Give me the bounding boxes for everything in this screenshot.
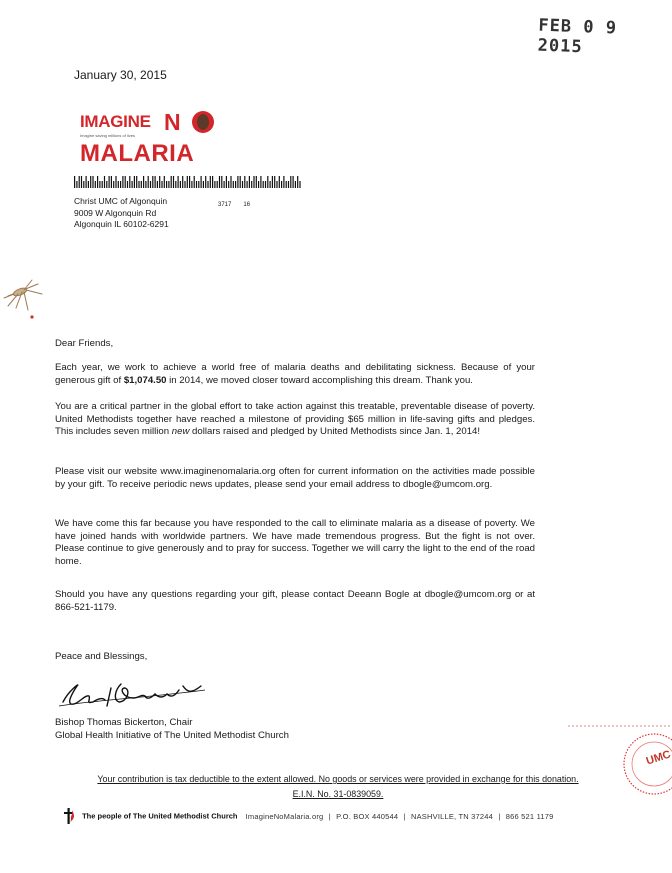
ein-number: E.I.N. No. 31-0839059.	[292, 789, 384, 799]
logo-o-child-icon	[192, 111, 214, 133]
recipient-name: Christ UMC of Algonquin	[74, 196, 168, 206]
paragraph-2-text-b: dollars raised and pledged by United Methodists since Jan. 1, 2014!	[189, 426, 481, 438]
paragraph-1-text-a: Each year, we work to achieve a world free of malaria deaths and debilitating sickness. Because of your generous gift of	[55, 362, 535, 386]
footer-contact-bar: The people of The United Methodist Church ImagineNoMalaria.org | P.O. BOX 440544 | NASHVILLE, TN 37244 | 866 521 1179	[62, 808, 622, 824]
footer-website: ImagineNoMalaria.org	[245, 811, 324, 821]
footer-phone: 866 521 1179	[505, 811, 554, 821]
handwritten-signature	[55, 676, 215, 710]
logo-malaria-text: MALARIA	[80, 140, 195, 167]
recipient-codes	[218, 202, 250, 208]
closing: Peace and Blessings,	[55, 651, 148, 662]
recipient-code-2: 16	[243, 202, 251, 208]
paragraph-2-emphasis: new	[171, 426, 190, 438]
paragraph-1	[55, 362, 535, 387]
signer-block	[55, 717, 535, 742]
gift-amount: $1,074.50	[123, 374, 167, 386]
paragraph-2	[55, 401, 535, 439]
footer-po-box: P.O. BOX 440544	[336, 811, 399, 821]
recipient-city: Algonquin IL 60102-6291	[74, 219, 169, 229]
received-date-stamp: FEB 0 9 2015	[537, 15, 618, 58]
mosquito-icon	[2, 278, 44, 320]
recipient-street: 9009 W Algonquin Rd	[74, 207, 157, 218]
paragraph-5: Should you have any questions regarding your gift, please contact Deeann Bogle at dbogle@umcom.org or at 866-521-1179.	[55, 589, 535, 613]
postal-barcode	[74, 176, 302, 188]
recipient-address	[74, 196, 169, 231]
footer-city: NASHVILLE, TN 37244	[410, 811, 494, 821]
signer-organization: Global Health Initiative of The United Methodist Church	[55, 729, 289, 741]
letter-date: January 30, 2015	[74, 68, 167, 82]
tax-deductible-note: Your contribution is tax deductible to the extent allowed. No goods or services were provided in exchange for this donation.	[97, 774, 579, 784]
seal-text: UMC	[644, 748, 672, 768]
logo-imagine-text: IMAGINE	[80, 112, 151, 131]
paragraph-4: We have come this far because you have responded to the call to eliminate malaria as a disease of poverty. We have joined hands with worldwide partners. We have made tremendous progress. But the fight is not over. Please continue to give generously and to pray for success. Together we will carry the light to the end of the road home.	[55, 518, 535, 567]
cross-and-flame-icon	[62, 808, 76, 824]
signer-name: Bishop Thomas Bickerton, Chair	[55, 717, 193, 728]
logo-tagline: Imagine saving millions of lives	[80, 133, 135, 138]
paragraph-1-text-b: in 2014, we moved closer toward accomplishing this dream. Thank you.	[166, 374, 473, 386]
salutation: Dear Friends,	[55, 338, 114, 349]
paragraph-2-text-a: You are a critical partner in the global effort to take action against this treatable, preventable disease of poverty. United Methodists together have reached a milestone of providing $65 million in life-saving gifts and pledges. This includes seven million	[55, 401, 535, 438]
logo-n-letter: N	[164, 109, 181, 135]
footer-church-name: The people of The United Methodist Church	[82, 811, 238, 821]
imagine-no-malaria-logo	[80, 109, 220, 172]
paragraph-3: Please visit our website www.imaginenomalaria.org often for current information on the activities made possible by your gift. To receive periodic news updates, please send your email address to dbogle@umcom.org.	[55, 466, 535, 490]
recipient-code-1: 3717	[218, 202, 232, 208]
